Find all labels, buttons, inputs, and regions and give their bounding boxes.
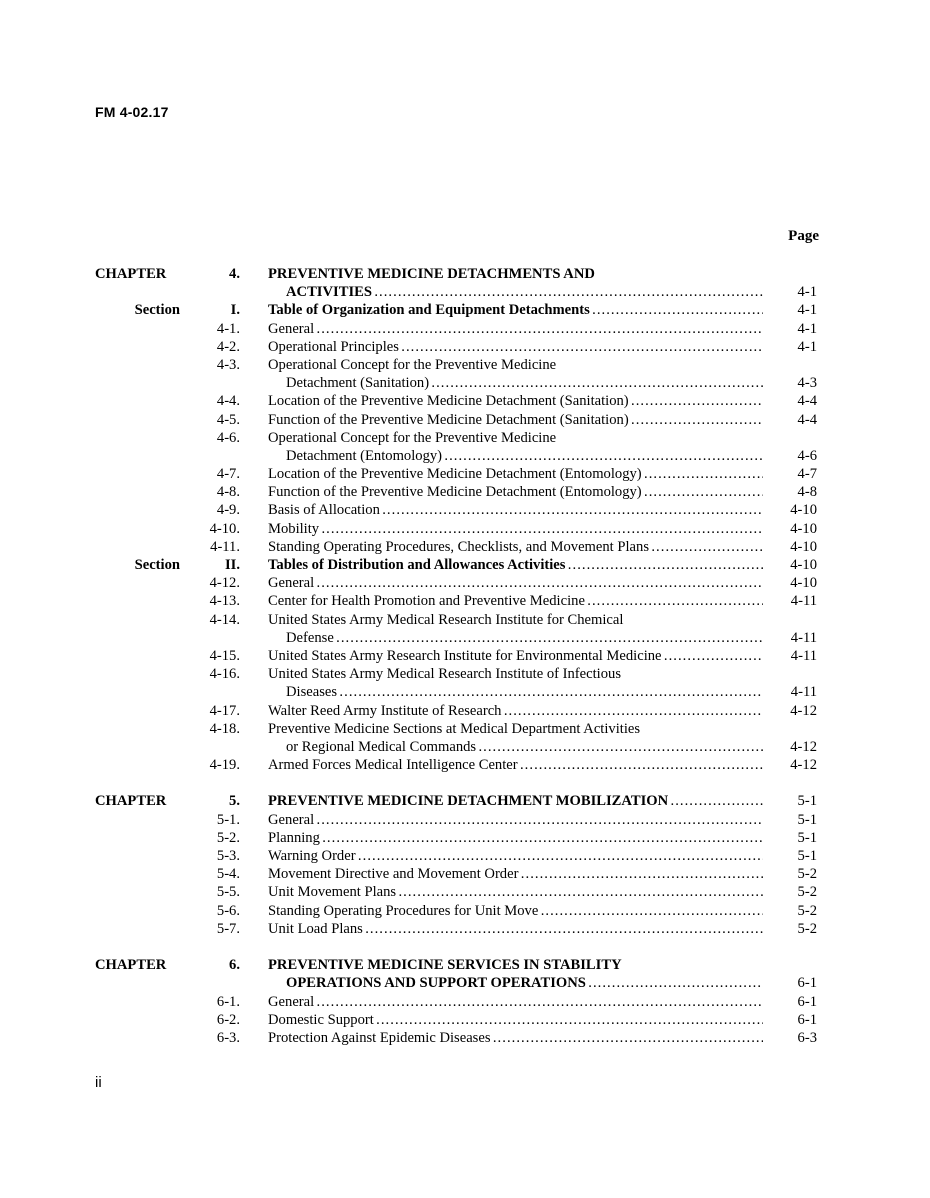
toc-entry-title: Standing Operating Procedures, Checklists, and Movement Plans . . . xyxy=(268,538,763,556)
toc-entry[interactable] xyxy=(0,920,930,938)
toc-entry-number: 4-2. xyxy=(216,338,240,355)
toc-entry-number: 4-15. xyxy=(209,647,240,664)
toc-entry-title: Protection Against Epidemic Diseases . . . xyxy=(268,1029,763,1047)
toc-entry-page: 5-2 xyxy=(797,920,817,937)
toc-entry-page: 4-10 xyxy=(790,575,817,592)
toc-entry-page: 4-4 xyxy=(797,393,817,410)
toc-entry[interactable] xyxy=(0,374,930,392)
toc-entry[interactable] xyxy=(0,702,930,720)
toc-entry-page: 6-1 xyxy=(797,993,817,1010)
toc-entry-number: 6-3. xyxy=(216,1029,240,1046)
page-number-footer: ii xyxy=(95,1074,102,1091)
toc-entry-page: 4-7 xyxy=(797,466,817,483)
toc-entry-number: 5. xyxy=(229,793,240,810)
toc-entry-title: Domestic Support . . . xyxy=(268,1011,763,1029)
toc-entry-number: 4-8. xyxy=(216,484,240,501)
toc-entry-title: Defense . . . xyxy=(286,629,763,647)
toc-entry[interactable] xyxy=(0,574,930,592)
toc-entry-number: 4. xyxy=(229,266,240,282)
toc-entry[interactable] xyxy=(0,338,930,356)
toc-entry-number: 5-6. xyxy=(216,902,240,919)
toc-entry[interactable] xyxy=(0,320,930,338)
toc-entry[interactable] xyxy=(0,411,930,429)
toc-entry-page: 4-1 xyxy=(797,320,817,337)
toc-entry-title: General . . . xyxy=(268,574,763,592)
toc-entry[interactable] xyxy=(0,592,930,610)
table-of-contents xyxy=(0,265,930,1047)
toc-entry-title: PREVENTIVE MEDICINE DETACHMENT MOBILIZATION . . . xyxy=(268,792,763,810)
toc-entry-page: 5-2 xyxy=(797,884,817,901)
toc-entry[interactable] xyxy=(0,974,930,992)
toc-entry-number: 4-17. xyxy=(209,702,240,719)
toc-entry[interactable] xyxy=(0,865,930,883)
toc-entry[interactable] xyxy=(0,392,930,410)
toc-entry-label: Section xyxy=(134,302,180,319)
toc-entry-page: 6-1 xyxy=(797,1011,817,1028)
toc-entry-page: 5-2 xyxy=(797,866,817,883)
toc-entry-title: Mobility . . . xyxy=(268,520,763,538)
toc-entry-page: 4-10 xyxy=(790,557,817,573)
toc-entry-title: United States Army Medical Research Institute of Infectious xyxy=(268,666,621,683)
toc-entry-number: 6-2. xyxy=(216,1011,240,1028)
toc-entry[interactable] xyxy=(0,611,930,629)
toc-entry-title: Operational Principles . . . xyxy=(268,338,763,356)
toc-entry[interactable] xyxy=(0,847,930,865)
toc-entry-title: or Regional Medical Commands . . . xyxy=(286,738,763,756)
toc-entry-number: II. xyxy=(224,557,240,573)
toc-entry-title: Operational Concept for the Preventive Medicine xyxy=(268,429,557,446)
toc-entry-number: 4-19. xyxy=(209,757,240,774)
toc-entry-title: General . . . xyxy=(268,993,763,1011)
toc-entry-page: 4-10 xyxy=(790,538,817,555)
toc-entry-title: Function of the Preventive Medicine Detachment (Sanitation) . . . xyxy=(268,411,763,429)
toc-entry-title: Unit Load Plans . . . xyxy=(268,920,763,938)
toc-entry-page: 4-11 xyxy=(790,684,817,701)
toc-entry-title: Walter Reed Army Institute of Research . . . xyxy=(268,702,763,720)
toc-entry[interactable] xyxy=(0,556,930,574)
toc-entry[interactable] xyxy=(0,956,930,974)
toc-entry-title: Unit Movement Plans . . . xyxy=(268,883,763,901)
toc-entry[interactable] xyxy=(0,720,930,738)
toc-entry-page: 5-1 xyxy=(797,793,817,810)
toc-entry-page: 4-12 xyxy=(790,738,817,755)
toc-entry[interactable] xyxy=(0,665,930,683)
toc-entry-number: 4-7. xyxy=(216,466,240,483)
toc-entry-page: 4-10 xyxy=(790,520,817,537)
toc-entry-title: Preventive Medicine Sections at Medical Department Activities xyxy=(268,720,641,737)
toc-entry-page: 4-1 xyxy=(797,338,817,355)
toc-entry-number: 4-13. xyxy=(209,593,240,610)
toc-entry-title: Detachment (Sanitation) . . . xyxy=(286,374,763,392)
toc-entry[interactable] xyxy=(0,993,930,1011)
toc-entry[interactable] xyxy=(0,301,930,319)
toc-entry-number: 6. xyxy=(229,957,240,974)
toc-entry-number: 4-5. xyxy=(216,411,240,428)
toc-entry[interactable] xyxy=(0,356,930,374)
toc-entry-number: 6-1. xyxy=(216,993,240,1010)
toc-entry-number: 4-16. xyxy=(209,666,240,683)
toc-entry-page: 5-1 xyxy=(797,829,817,846)
toc-entry-title: Location of the Preventive Medicine Detachment (Sanitation) . . . xyxy=(268,392,763,410)
toc-entry-title: Table of Organization and Equipment Detachments . . . xyxy=(268,301,763,319)
toc-entry[interactable] xyxy=(0,647,930,665)
toc-entry-page: 6-3 xyxy=(797,1029,817,1046)
toc-entry-page: 5-2 xyxy=(797,902,817,919)
toc-entry-page: 4-8 xyxy=(797,484,817,501)
toc-entry-title: PREVENTIVE MEDICINE DETACHMENTS AND xyxy=(268,266,595,282)
toc-entry-page: 6-1 xyxy=(797,975,817,992)
toc-entry-label: CHAPTER xyxy=(95,957,167,974)
toc-entry-number: 4-11. xyxy=(210,538,240,555)
toc-entry[interactable] xyxy=(0,683,930,701)
toc-entry-title: General . . . xyxy=(268,320,763,338)
toc-entry-number: 5-5. xyxy=(216,884,240,901)
toc-entry-number: 4-18. xyxy=(209,720,240,737)
toc-entry-title: Planning . . . xyxy=(268,829,763,847)
toc-entry[interactable] xyxy=(0,629,930,647)
toc-entry[interactable] xyxy=(0,465,930,483)
toc-entry-page: 4-11 xyxy=(790,593,817,610)
toc-entry-page: 4-4 xyxy=(797,411,817,428)
toc-entry[interactable] xyxy=(0,447,930,465)
toc-entry[interactable] xyxy=(0,883,930,901)
toc-entry-number: 4-6. xyxy=(216,429,240,446)
toc-entry[interactable] xyxy=(0,538,930,556)
toc-entry-title: United States Army Research Institute for Environmental Medicine . . . xyxy=(268,647,763,665)
page-column-label: Page xyxy=(788,228,819,244)
toc-entry-number: 4-3. xyxy=(216,356,240,373)
toc-entry[interactable] xyxy=(0,1011,930,1029)
toc-entry-page: 4-11 xyxy=(790,629,817,646)
toc-entry-number: 5-1. xyxy=(216,811,240,828)
toc-entry[interactable] xyxy=(0,829,930,847)
toc-entry[interactable] xyxy=(0,902,930,920)
toc-entry-title: General . . . xyxy=(268,811,763,829)
toc-entry-label: CHAPTER xyxy=(95,266,167,282)
toc-entry-title: Warning Order . . . xyxy=(268,847,763,865)
toc-entry-title: Detachment (Entomology) . . . xyxy=(286,447,763,465)
toc-entry-page: 5-1 xyxy=(797,811,817,828)
toc-entry[interactable] xyxy=(0,520,930,538)
toc-entry-title: Armed Forces Medical Intelligence Center . . . xyxy=(268,756,763,774)
toc-entry-number: 4-4. xyxy=(216,393,240,410)
toc-entry[interactable] xyxy=(0,429,930,447)
toc-spacer xyxy=(0,774,930,792)
toc-entry-page: 4-6 xyxy=(797,447,817,464)
toc-entry-title: Center for Health Promotion and Preventive Medicine . . . xyxy=(268,592,763,610)
toc-entry[interactable] xyxy=(0,1029,930,1047)
toc-entry-number: I. xyxy=(230,302,240,319)
toc-entry-number: 4-1. xyxy=(216,320,240,337)
toc-entry[interactable] xyxy=(0,483,930,501)
toc-entry-title: OPERATIONS AND SUPPORT OPERATIONS . . . xyxy=(286,974,763,992)
toc-entry-title: Function of the Preventive Medicine Detachment (Entomology) . . . xyxy=(268,483,763,501)
toc-entry-page: 4-1 xyxy=(797,302,817,319)
toc-entry-number: 4-12. xyxy=(209,575,240,592)
toc-entry-title: Tables of Distribution and Allowances Activities . . . xyxy=(268,556,763,574)
toc-entry-number: 4-14. xyxy=(209,611,240,628)
toc-entry-page: 4-1 xyxy=(797,284,817,301)
toc-spacer xyxy=(0,938,930,956)
toc-entry-title: Standing Operating Procedures for Unit Move . . . xyxy=(268,902,763,920)
toc-entry-label: Section xyxy=(134,557,180,573)
toc-entry[interactable] xyxy=(0,501,930,519)
toc-entry-page: 5-1 xyxy=(797,848,817,864)
toc-entry-number: 5-3. xyxy=(216,848,240,864)
toc-entry-title: ACTIVITIES . . . xyxy=(286,283,763,301)
toc-entry[interactable] xyxy=(0,738,930,756)
toc-entry-page: 4-10 xyxy=(790,502,817,519)
toc-entry-title: Location of the Preventive Medicine Detachment (Entomology) . . . xyxy=(268,465,763,483)
toc-entry-title: Basis of Allocation . . . xyxy=(268,501,763,519)
toc-entry[interactable] xyxy=(0,756,930,774)
toc-entry-page: 4-12 xyxy=(790,702,817,719)
document-id-header: FM 4-02.17 xyxy=(95,104,169,120)
toc-entry[interactable] xyxy=(0,283,930,301)
toc-entry-number: 5-4. xyxy=(216,866,240,883)
toc-entry-title: Operational Concept for the Preventive Medicine xyxy=(268,356,557,373)
toc-entry-number: 5-7. xyxy=(216,920,240,937)
toc-entry-page: 4-3 xyxy=(797,375,817,392)
toc-entry[interactable] xyxy=(0,811,930,829)
toc-entry-page: 4-12 xyxy=(790,757,817,774)
toc-entry-title: United States Army Medical Research Institute for Chemical xyxy=(268,611,624,628)
toc-entry-number: 4-9. xyxy=(216,502,240,519)
toc-entry-title: PREVENTIVE MEDICINE SERVICES IN STABILITY xyxy=(268,957,622,974)
toc-entry-number: 5-2. xyxy=(216,829,240,846)
toc-entry[interactable] xyxy=(0,265,930,283)
toc-entry-title: Diseases . . . xyxy=(286,683,763,701)
toc-entry-title: Movement Directive and Movement Order . . . xyxy=(268,865,763,883)
toc-entry-label: CHAPTER xyxy=(95,793,167,810)
toc-entry-number: 4-10. xyxy=(209,520,240,537)
toc-entry-page: 4-11 xyxy=(790,647,817,664)
toc-entry[interactable] xyxy=(0,792,930,810)
